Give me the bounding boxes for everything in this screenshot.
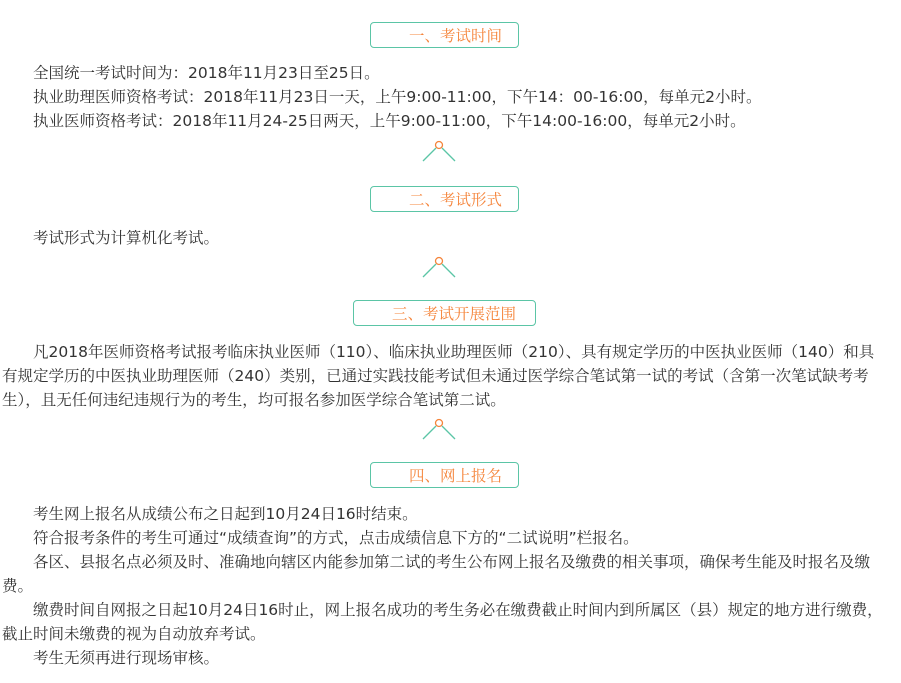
paragraph: 凡2018年医师资格考试报考临床执业医师（110）、临床执业助理医师（210）、具有规定学历的中医执业医师（140）和具有规定学历的中医执业助理医师（240）类别，已通过实践技能考试但未通过医学综合笔试第一试的考试（含第一次笔试缺考考生），且无任何违纪违规行为的考生，均可报名参加医学综合笔试第二试。 [2, 343, 875, 409]
section-title-online-registration: 四、网上报名 [370, 462, 519, 488]
section-title-exam-scope: 三、考试开展范围 [353, 300, 536, 326]
paragraph: 全国统一考试时间为：2018年11月23日至25日。 [33, 64, 380, 82]
paragraph: 各区、县报名点必须及时、准确地向辖区内能参加第二试的考生公布网上报名及缴费的相关事项，确保考生能及时报名及缴费。 [2, 553, 871, 595]
paragraph: 考生无须再进行现场审核。 [33, 649, 220, 667]
connector-icon [2, 417, 887, 445]
paragraph: 执业助理医师资格考试：2018年11月23日一天，上午9:00-11:00，下午14：00-16:00，每单元2小时。 [33, 88, 762, 106]
paragraph: 执业医师资格考试：2018年11月24-25日两天，上午9:00-11:00，下午14:00-16:00，每单元2小时。 [33, 112, 746, 130]
paragraph: 考试形式为计算机化考试。 [33, 229, 220, 247]
paragraph: 考生网上报名从成绩公布之日起到10月24日16时结束。 [33, 505, 418, 523]
paragraph: 缴费时间自网报之日起10月24日16时止，网上报名成功的考生务必在缴费截止时间内到所属区（县）规定的地方进行缴费，截止时间未缴费的视为自动放弃考试。 [2, 601, 883, 643]
paragraph: 符合报考条件的考生可通过“成绩查询”的方式，点击成绩信息下方的“二试说明”栏报名。 [33, 529, 639, 547]
connector-icon [2, 255, 887, 283]
section-title-exam-form: 二、考试形式 [370, 186, 519, 212]
connector-icon [2, 139, 887, 167]
section-title-exam-time: 一、考试时间 [370, 22, 519, 48]
